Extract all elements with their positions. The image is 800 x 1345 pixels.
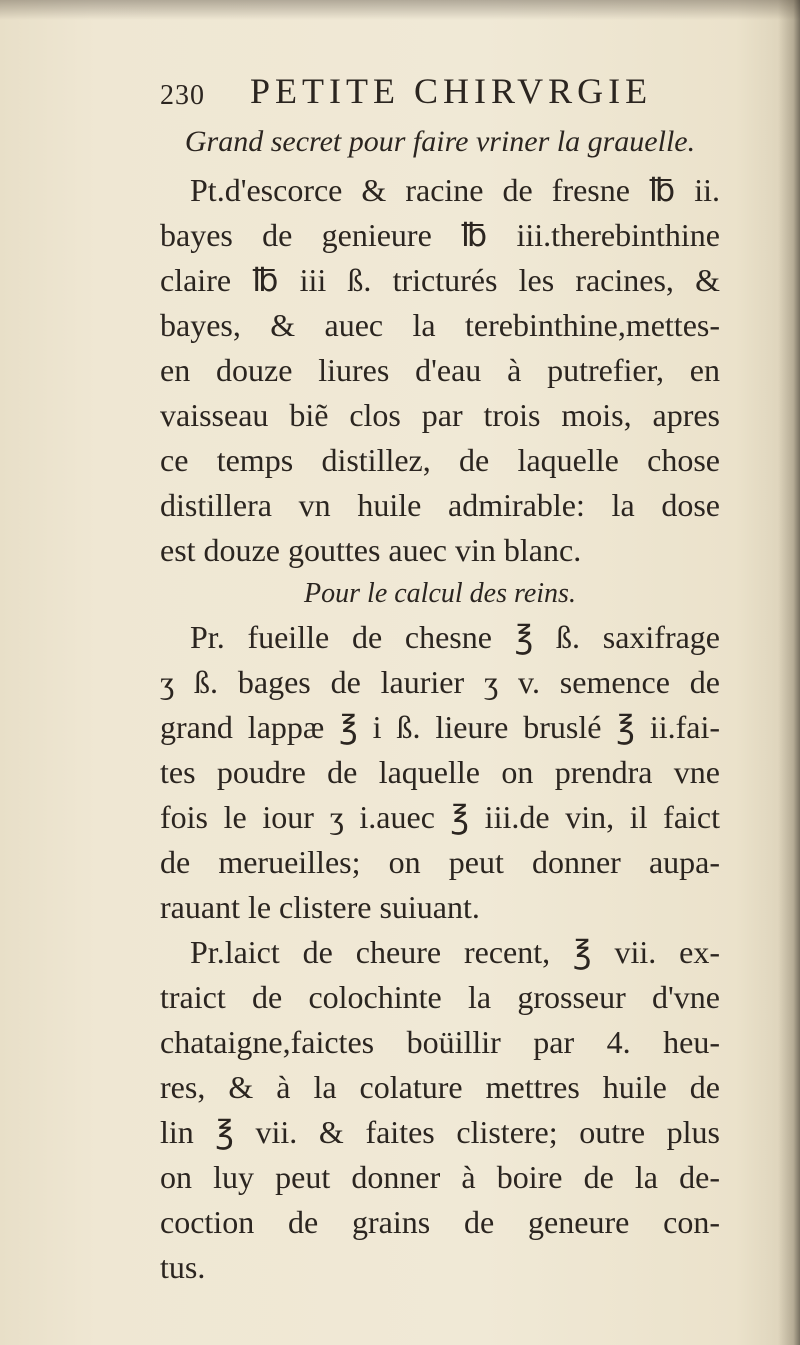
text-line: tes poudre de laquelle on prendra vne: [160, 754, 720, 790]
text-line: grand lappæ ℥ i ß. lieure bruslé ℥ ii.fai-: [160, 709, 720, 745]
section-heading-calcul: Pour le calcul des reins.: [304, 578, 576, 609]
text-line: ce temps distillez, de laquelle chose: [160, 442, 720, 478]
text-line: Pr.laict de cheure recent, ℥ vii. ex-: [190, 934, 720, 970]
text-line: de merueilles; on peut donner aupa-: [160, 844, 720, 880]
text-line: on luy peut donner à boire de la de-: [160, 1159, 720, 1195]
text-line: ʒ ß. bages de laurier ʒ v. semence de: [160, 664, 720, 700]
text-line: fois le iour ʒ i.auec ℥ iii.de vin, il faict: [160, 799, 720, 835]
text-line: est douze gouttes auec vin blanc.: [160, 532, 582, 568]
text-line: rauant le clistere suiuant.: [160, 889, 480, 925]
text-line: claire ℔ iii ß. tricturés les racines, &: [160, 262, 720, 298]
text-line: traict de colochinte la grosseur d'vne: [160, 979, 720, 1015]
text-line: coction de grains de geneure con-: [160, 1204, 720, 1240]
text-line: bayes, & auec la terebinthine,mettes-: [160, 307, 720, 343]
recipe-calcul: [160, 615, 720, 1290]
text-line: vaisseau biẽ clos par trois mois, apres: [160, 397, 720, 433]
text-line: en douze liures d'eau à putrefier, en: [160, 352, 720, 388]
text-line: distillera vn huile admirable: la dose: [160, 487, 720, 523]
text-line: bayes de genieure ℔ iii.therebinthine: [160, 217, 720, 253]
text-line: lin ℥ vii. & faites clistere; outre plus: [160, 1114, 720, 1150]
recipe-grauelle: [160, 168, 720, 573]
running-title: PETITE CHIRVRGIE: [250, 71, 653, 111]
text-line: tus.: [160, 1249, 206, 1285]
text-line: Pt.d'escorce & racine de fresne ℔ ii.: [190, 172, 720, 208]
text-line: Pr. fueille de chesne ℥ ß. saxifrage: [190, 619, 720, 655]
page-number: 230: [160, 80, 205, 111]
text-line: chataigne,faictes boüillir par 4. heu-: [160, 1024, 720, 1060]
page-edge-shadow: [778, 0, 800, 1345]
text-line: res, & à la colature mettres huile de: [160, 1069, 720, 1105]
section-heading-grauelle: Grand secret pour faire vriner la grauelle.: [184, 125, 696, 158]
running-head: [160, 70, 720, 114]
top-shadow: [0, 0, 800, 20]
